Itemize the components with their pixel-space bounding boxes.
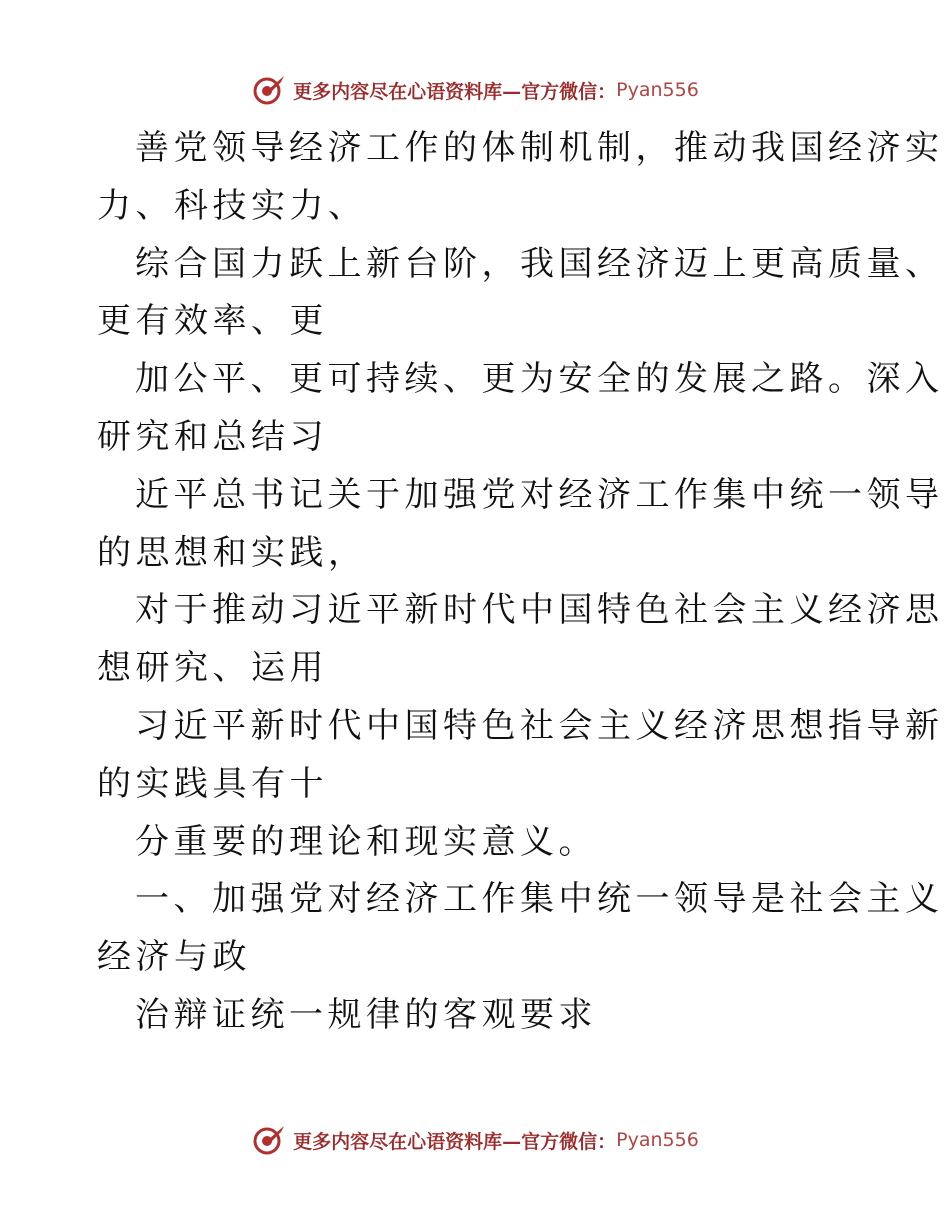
section-heading-line: 一、加强党对经济工作集中统一领导是社会主义 [135,879,944,920]
logo-icon [251,1122,287,1158]
logo-icon [251,72,287,108]
header-banner-contact: Pyan556 [616,79,699,101]
text-line: 近平总书记关于加强党对经济工作集中统一领导 [135,474,944,515]
text-line: 更有效率、更 [97,301,328,342]
text-line: 想研究、运用 [97,648,328,689]
text-line: 对于推动习近平新时代中国特色社会主义经济思 [135,590,944,631]
text-line: 善党领导经济工作的体制机制，推动我国经济实 [135,128,944,168]
text-line: 综合国力跃上新台阶，我国经济迈上更高质量、 [135,243,944,284]
text-line: 的实践具有十 [97,763,328,804]
text-line: 力、科技实力、 [97,185,367,226]
text-line: 研究和总结习 [97,416,328,457]
text-line: 的思想和实践， [97,532,367,573]
footer-banner-text: 更多内容尽在心语资料库—官方微信： [293,1130,617,1153]
header-banner-text: 更多内容尽在心语资料库—官方微信： [293,80,617,103]
footer-banner [0,1120,950,1160]
section-heading-line: 治辩证统一规律的客观要求 [135,994,597,1035]
document-body [97,120,944,1045]
text-line: 分重要的理论和现实意义。 [135,821,597,862]
footer-banner-contact: Pyan556 [616,1129,699,1151]
text-line: 习近平新时代中国特色社会主义经济思想指导新 [135,705,944,746]
section-heading-line: 经济与政 [97,937,251,978]
text-line: 加公平、更可持续、更为安全的发展之路。深入 [135,359,944,400]
header-banner [0,70,950,110]
